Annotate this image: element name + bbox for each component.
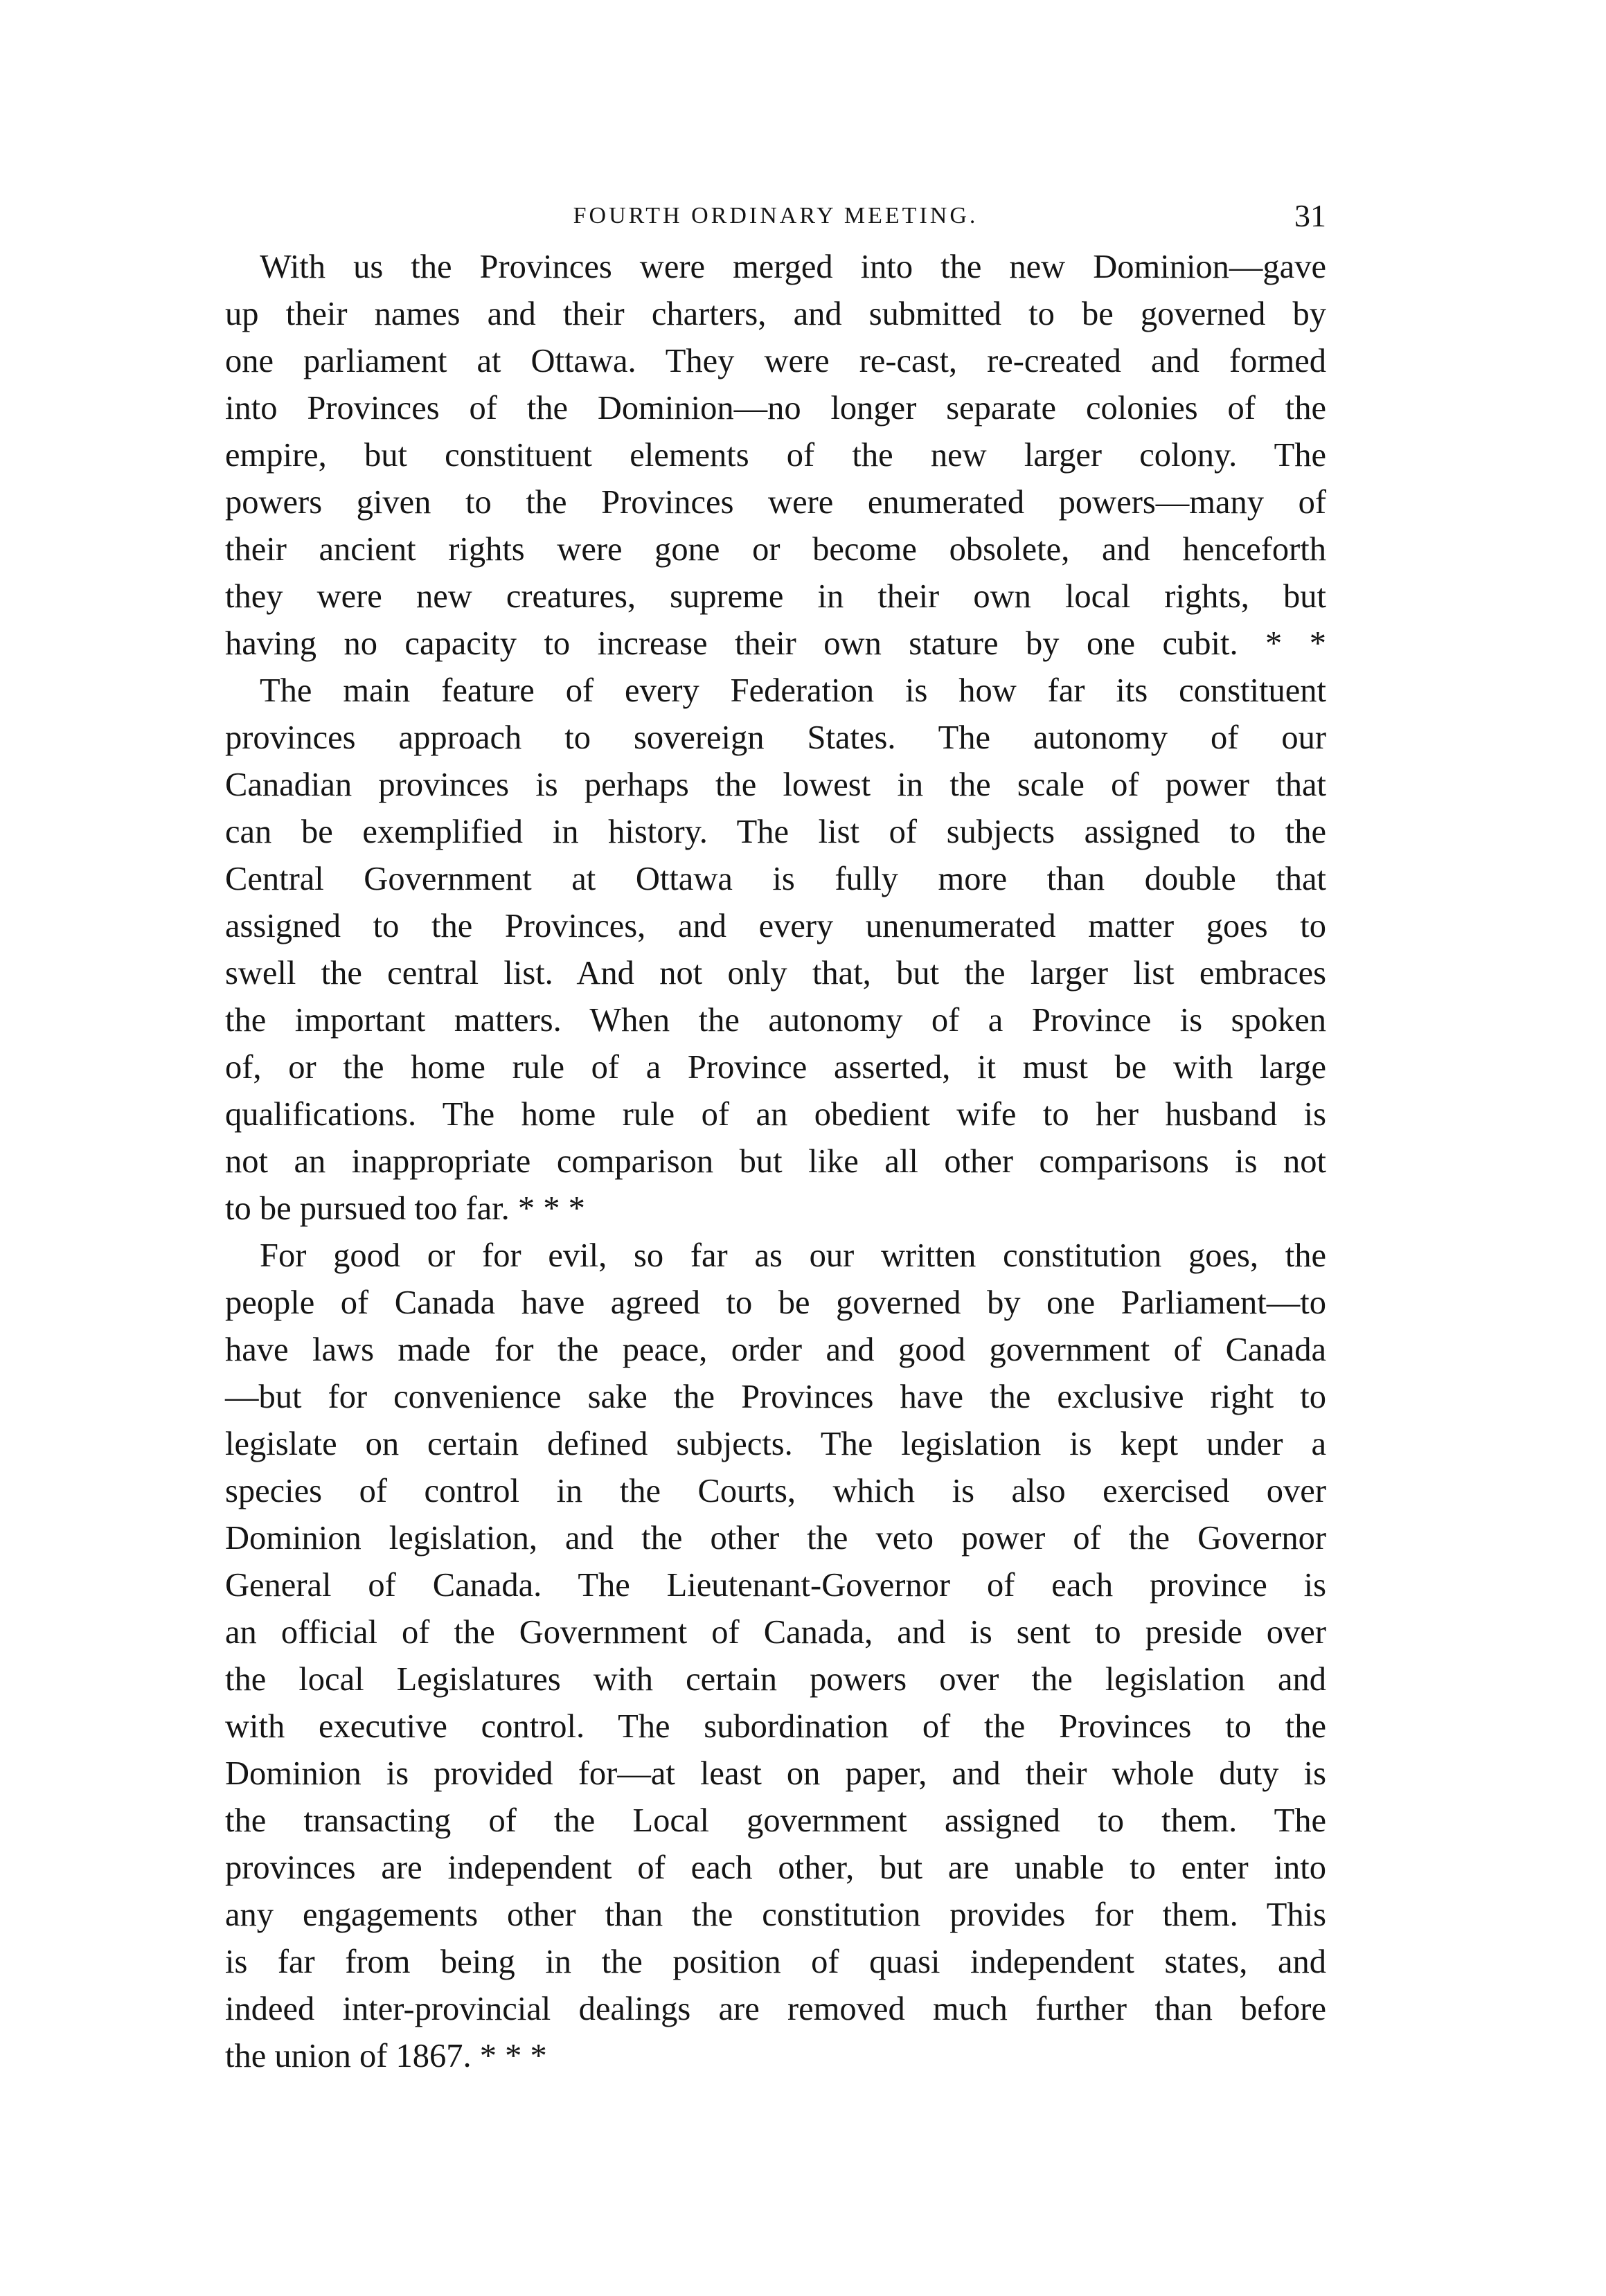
body-text: [225, 244, 1326, 2080]
text-line: Dominion legislation, and the other the veto power of the Governor: [225, 1520, 1326, 1557]
text-line: people of Canada have agreed to be governed by one Parliament—to: [225, 1284, 1326, 1321]
text-line: species of control in the Courts, which is also exercised over: [225, 1473, 1326, 1509]
text-line: For good or for evil, so far as our written constitution goes, the: [260, 1237, 1326, 1274]
text-line: empire, but constituent elements of the new larger colony. The: [225, 437, 1326, 474]
text-line: legislate on certain defined subjects. The legislation is kept under a: [225, 1426, 1326, 1462]
text-line: the important matters. When the autonomy of a Province is spoken: [225, 1002, 1326, 1039]
text-line: qualifications. The home rule of an obedient wife to her husband is: [225, 1096, 1326, 1133]
text-line: to be pursued too far. * * *: [225, 1190, 585, 1227]
text-line: can be exemplified in history. The list of subjects assigned to the: [225, 814, 1326, 850]
text-line: indeed inter-provincial dealings are removed much further than before: [225, 1991, 1326, 2027]
paragraph: [225, 667, 1326, 1232]
text-line: with executive control. The subordination of the Provinces to the: [225, 1708, 1326, 1745]
text-line: the transacting of the Local government assigned to them. The: [225, 1802, 1326, 1839]
text-line: they were new creatures, supreme in their own local rights, but: [225, 578, 1326, 615]
text-line: powers given to the Provinces were enumerated powers—many of: [225, 484, 1326, 521]
text-line: With us the Provinces were merged into the new Dominion—gave: [260, 249, 1326, 285]
text-line: Canadian provinces is perhaps the lowest in the scale of power that: [225, 766, 1326, 803]
text-line: any engagements other than the constitution provides for them. This: [225, 1896, 1326, 1933]
paragraph: [225, 1232, 1326, 2080]
text-line: into Provinces of the Dominion—no longer separate colonies of the: [225, 390, 1326, 427]
text-line: of, or the home rule of a Province asserted, it must be with large: [225, 1049, 1326, 1086]
text-line: one parliament at Ottawa. They were re-cast, re-created and formed: [225, 343, 1326, 379]
text-line: is far from being in the position of quasi independent states, and: [225, 1944, 1326, 1980]
running-head: [225, 195, 1326, 237]
text-line: assigned to the Provinces, and every unenumerated matter goes to: [225, 908, 1326, 944]
text-line: provinces are independent of each other, but are unable to enter into: [225, 1849, 1326, 1886]
running-head-title: FOURTH ORDINARY MEETING.: [573, 203, 979, 228]
text-line: Dominion is provided for—at least on paper, and their whole duty is: [225, 1755, 1326, 1792]
text-line: the local Legislatures with certain powers over the legislation and: [225, 1661, 1326, 1698]
text-line: —but for convenience sake the Provinces have the exclusive right to: [225, 1379, 1326, 1415]
text-line: the union of 1867. * * *: [225, 2038, 547, 2074]
text-line: The main feature of every Federation is how far its constituent: [260, 672, 1326, 709]
text-line: have laws made for the peace, order and good government of Canada: [225, 1331, 1326, 1368]
text-line: having no capacity to increase their own stature by one cubit. * *: [225, 625, 1326, 662]
text-line: not an inappropriate comparison but like all other comparisons is not: [225, 1143, 1326, 1180]
text-line: provinces approach to sovereign States. The autonomy of our: [225, 719, 1326, 756]
text-line: General of Canada. The Lieutenant-Governor of each province is: [225, 1567, 1326, 1604]
text-line: an official of the Government of Canada, and is sent to preside over: [225, 1614, 1326, 1651]
text-line: Central Government at Ottawa is fully more than double that: [225, 861, 1326, 897]
text-line: their ancient rights were gone or become obsolete, and henceforth: [225, 531, 1326, 568]
page-number: 31: [1294, 198, 1326, 233]
text-line: swell the central list. And not only that, but the larger list embraces: [225, 955, 1326, 992]
paragraph: [225, 244, 1326, 667]
text-line: up their names and their charters, and submitted to be governed by: [225, 296, 1326, 332]
